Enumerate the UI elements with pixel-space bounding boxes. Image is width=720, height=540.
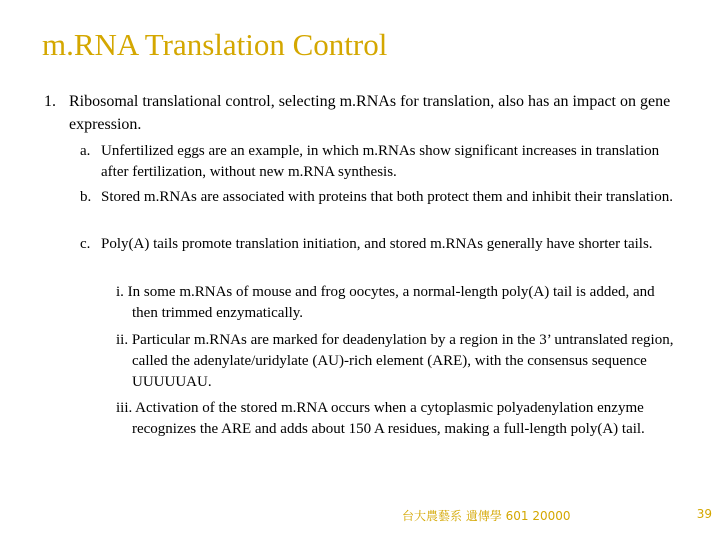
slide-title: m.RNA Translation Control <box>42 27 388 62</box>
subsublist-item-iii: iii. Activation of the stored m.RNA occurs when a cytoplasmic polyadenylation enzyme recognizes the ARE and adds about 150 A residues, making a full-length poly(A) tail. <box>116 400 645 437</box>
sublist-item-letter: c. <box>80 236 91 252</box>
list-item-number: 1. <box>44 93 56 110</box>
list-item-1 <box>44 90 674 136</box>
page-number: 39 <box>696 507 712 521</box>
sublist-item-text: Poly(A) tails promote translation initiation, and stored m.RNAs generally have shorter tails. <box>101 236 653 252</box>
sublist-item-text: Unfertilized eggs are an example, in which m.RNAs show significant increases in translation after fertilization, without new m.RNA synthesis. <box>101 143 660 180</box>
sublist-item-text: Stored m.RNAs are associated with proteins that both protect them and inhibit their translation. <box>101 189 673 205</box>
sublist-item-letter: b. <box>80 189 92 205</box>
sublist-item-a <box>80 141 680 183</box>
list-item-text: Ribosomal translational control, selecting m.RNAs for translation, also has an impact on gene expression. <box>69 93 671 133</box>
sublist-item-b <box>80 187 680 208</box>
subsublist-item-i: i. In some m.RNAs of mouse and frog oocytes, a normal-length poly(A) tail is added, and then trimmed enzymatically. <box>116 284 655 321</box>
subsublist-item-ii: ii. Particular m.RNAs are marked for deadenylation by a region in the 3’ untranslated region, called the adenylate/uridylate (AU)-rich element (ARE), with the consensus sequence UUUUUAU. <box>116 332 674 390</box>
footer-text: 台大農藝系 遺傳學 601 20000 <box>402 509 571 523</box>
sublist-item-letter: a. <box>80 143 91 159</box>
sublist-item-c <box>80 234 680 255</box>
